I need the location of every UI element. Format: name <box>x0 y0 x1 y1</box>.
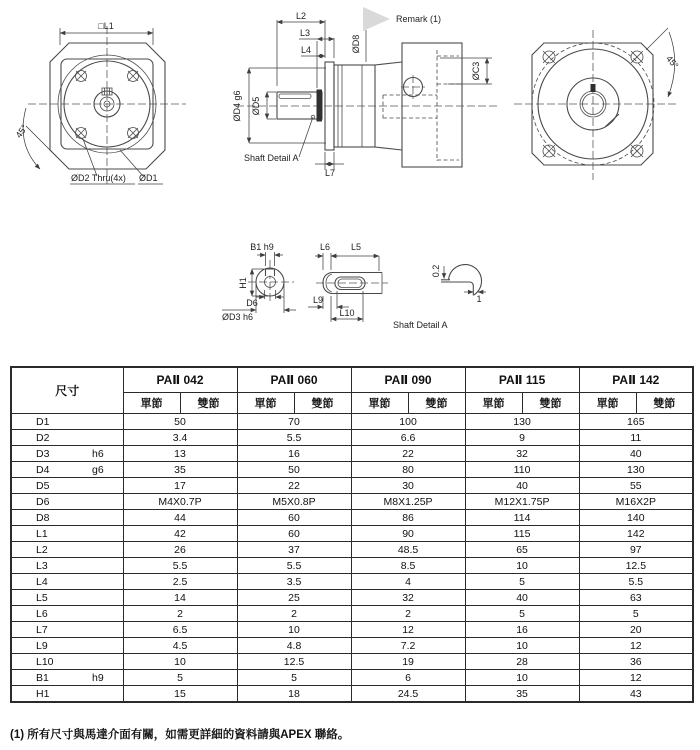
dim-value: 28 <box>465 654 579 670</box>
table-row: D4 g6 35 50 80 110 130 <box>11 462 693 478</box>
dim-value: 4 <box>351 574 465 590</box>
stage-header-double: 雙節 <box>522 393 579 414</box>
dim-value: 100 <box>351 414 465 430</box>
dim-value: 10 <box>465 638 579 654</box>
dim-label: L1 <box>36 527 48 540</box>
table-row <box>11 622 693 638</box>
dim-value: 114 <box>465 510 579 526</box>
dim-value: 19 <box>351 654 465 670</box>
dim-value: 16 <box>465 622 579 638</box>
dim-value: 5 <box>579 606 693 622</box>
shaft-detail-callout: Shaft Detail A <box>244 153 299 163</box>
dim-value: 10 <box>465 558 579 574</box>
table-row <box>11 414 693 430</box>
table-row <box>11 510 693 526</box>
dim-value: 44 <box>123 510 237 526</box>
dim-value: 10 <box>123 654 237 670</box>
stage-header-double: 雙節 <box>408 393 465 414</box>
dim-label: D1 <box>36 415 50 428</box>
dim-value: 3.5 <box>237 574 351 590</box>
table-row <box>11 638 693 654</box>
model-header: PAⅡ 090 <box>351 367 465 393</box>
dim-value: 32 <box>351 590 465 606</box>
dim-label: L7 <box>36 623 48 636</box>
dim-value: 32 <box>465 446 579 462</box>
table-row <box>11 654 693 670</box>
dim-label-d3: ØD3 h6 <box>222 312 254 322</box>
dim-value: M5X0.8P <box>237 494 351 510</box>
dim-value: 42 <box>123 526 237 542</box>
dim-label: L10 <box>36 655 54 668</box>
dim-value: 2 <box>237 606 351 622</box>
stage-header-double: 雙節 <box>180 393 237 414</box>
dim-value: 4.8 <box>237 638 351 654</box>
dim-label: H1 <box>36 687 50 700</box>
dim-label-h1: H1 <box>238 277 248 289</box>
dim-value: 70 <box>237 414 351 430</box>
dim-label: D6 <box>36 495 50 508</box>
dim-label: L9 <box>36 639 48 652</box>
dim-value: 25 <box>237 590 351 606</box>
dim-label-angle-rear: 45° <box>664 53 681 71</box>
dim-value: 40 <box>465 478 579 494</box>
dim-value: 10 <box>237 622 351 638</box>
dim-value: 12.5 <box>237 654 351 670</box>
dim-value: 140 <box>579 510 693 526</box>
dim-label-d5: ØD5 <box>251 96 261 116</box>
dim-label-02: 0.2 <box>431 264 441 278</box>
dim-label-l7: L7 <box>324 168 336 178</box>
dim-value: 43 <box>579 686 693 703</box>
dim-value: 63 <box>579 590 693 606</box>
dim-value: 16 <box>237 446 351 462</box>
dim-label-d1: ØD1 <box>139 173 158 183</box>
dim-label: D5 <box>36 479 50 492</box>
table-row <box>11 558 693 574</box>
model-header: PAⅡ 060 <box>237 367 351 393</box>
footnote: (1) 所有尺寸與馬達介面有關，如需更詳細的資料請與APEX 聯絡。 <box>10 729 350 741</box>
table-row <box>11 686 693 703</box>
rear-view <box>514 28 681 180</box>
dim-value: 12 <box>579 670 693 686</box>
dim-label-d2: ØD2 Thru(4x) <box>71 173 126 183</box>
dim-label: L3 <box>36 559 48 572</box>
dim-value: 35 <box>465 686 579 703</box>
stage-header-single: 單節 <box>123 393 180 414</box>
dim-value: 90 <box>351 526 465 542</box>
dim-value: 60 <box>237 526 351 542</box>
stage-header-single: 單節 <box>237 393 294 414</box>
technical-drawing <box>0 0 700 360</box>
remark-label: Remark (1) <box>396 14 442 24</box>
dim-value: 97 <box>579 542 693 558</box>
dim-value: 50 <box>237 462 351 478</box>
table-row <box>11 494 693 510</box>
dim-value: 30 <box>351 478 465 494</box>
dim-value: 22 <box>237 478 351 494</box>
dim-label: B1 <box>36 671 49 684</box>
model-header: PAⅡ 142 <box>579 367 693 393</box>
dim-value: 37 <box>237 542 351 558</box>
dim-value: 5.5 <box>237 558 351 574</box>
dim-value: 60 <box>237 510 351 526</box>
dim-value: 17 <box>123 478 237 494</box>
dim-value: 22 <box>351 446 465 462</box>
dim-value: 5.5 <box>579 574 693 590</box>
dim-label-d6: D6 <box>246 298 258 308</box>
dim-value: 5 <box>465 606 579 622</box>
dim-value: 26 <box>123 542 237 558</box>
dim-value: 48.5 <box>351 542 465 558</box>
dim-label: D2 <box>36 431 50 444</box>
dim-value: 10 <box>465 670 579 686</box>
dim-value: 4.5 <box>123 638 237 654</box>
dim-value: 2.5 <box>123 574 237 590</box>
dim-label: L6 <box>36 607 48 620</box>
stage-header-single: 單節 <box>351 393 408 414</box>
dim-value: 86 <box>351 510 465 526</box>
dim-value: 12 <box>579 638 693 654</box>
shaft-detail-caption: Shaft Detail A <box>393 320 448 330</box>
dim-value: 55 <box>579 478 693 494</box>
dim-value: 40 <box>465 590 579 606</box>
dim-value: 9 <box>465 430 579 446</box>
table-row: D3 h6 13 16 22 32 40 <box>11 446 693 462</box>
dim-value: 80 <box>351 462 465 478</box>
table-row <box>11 430 693 446</box>
dim-label-l6: L6 <box>319 242 331 252</box>
shaft-side-view <box>308 242 388 322</box>
stage-header-single: 單節 <box>465 393 522 414</box>
stage-header-single: 單節 <box>579 393 636 414</box>
dim-value: M4X0.7P <box>123 494 237 510</box>
dim-value: 2 <box>351 606 465 622</box>
dim-label-l2: L2 <box>295 11 307 21</box>
dimension-table <box>10 366 694 703</box>
dim-label-c3: ØC3 <box>471 61 481 81</box>
dim-label: L4 <box>36 575 48 588</box>
dim-value: M8X1.25P <box>351 494 465 510</box>
remark-flag-icon <box>363 7 390 31</box>
dim-label-l3: L3 <box>299 28 311 38</box>
front-view <box>14 21 186 184</box>
stage-header-double: 雙節 <box>636 393 693 414</box>
dim-value: 130 <box>579 462 693 478</box>
dim-value: 24.5 <box>351 686 465 703</box>
dim-label: L2 <box>36 543 48 556</box>
dim-label-l4: L4 <box>300 45 312 55</box>
dim-value: 5 <box>123 670 237 686</box>
shaft-detail-a <box>393 265 486 330</box>
dim-label-l10: L10 <box>339 308 355 318</box>
dim-value: 110 <box>465 462 579 478</box>
dim-label: L5 <box>36 591 48 604</box>
table-row <box>11 478 693 494</box>
table-row <box>11 542 693 558</box>
dim-value: 12.5 <box>579 558 693 574</box>
dim-value: 35 <box>123 462 237 478</box>
dim-value: 40 <box>579 446 693 462</box>
shaft-end-view <box>222 242 296 322</box>
dim-label: D8 <box>36 511 50 524</box>
dim-value: 5 <box>465 574 579 590</box>
stage-header-double: 雙節 <box>294 393 351 414</box>
size-header: 尺寸 <box>11 367 123 414</box>
dim-label-l1: □L1 <box>98 21 114 31</box>
dim-label-1: 1 <box>476 294 482 304</box>
dim-value: 7.2 <box>351 638 465 654</box>
dim-value: 8.5 <box>351 558 465 574</box>
dim-value: 115 <box>465 526 579 542</box>
dim-value: 6 <box>351 670 465 686</box>
dim-value: 14 <box>123 590 237 606</box>
side-view <box>232 7 500 178</box>
dim-label-angle-front: 45° <box>13 122 30 140</box>
table-row <box>11 574 693 590</box>
dim-label-l9: L9 <box>312 295 324 305</box>
dim-value: 2 <box>123 606 237 622</box>
dim-label: D4 <box>36 463 50 476</box>
dim-value: 11 <box>579 430 693 446</box>
dim-value: M16X2P <box>579 494 693 510</box>
dim-label-l5: L5 <box>350 242 362 252</box>
dim-value: 36 <box>579 654 693 670</box>
dim-value: 50 <box>123 414 237 430</box>
dim-value: 13 <box>123 446 237 462</box>
model-header: PAⅡ 042 <box>123 367 237 393</box>
table-row <box>11 606 693 622</box>
table-row <box>11 590 693 606</box>
dim-label-b1: B1 h9 <box>250 242 274 252</box>
dim-value: 18 <box>237 686 351 703</box>
dim-value: 165 <box>579 414 693 430</box>
dim-value: 15 <box>123 686 237 703</box>
dim-value: 65 <box>465 542 579 558</box>
dim-value: 5.5 <box>237 430 351 446</box>
table-header-models <box>11 367 693 393</box>
table-row: B1 h9 5 5 6 10 12 <box>11 670 693 686</box>
dim-value: 12 <box>351 622 465 638</box>
dim-label-d8: ØD8 <box>351 34 361 54</box>
dim-value: 142 <box>579 526 693 542</box>
dim-value: 5.5 <box>123 558 237 574</box>
dim-value: M12X1.75P <box>465 494 579 510</box>
dim-value: 6.5 <box>123 622 237 638</box>
dim-value: 3.4 <box>123 430 237 446</box>
table-row <box>11 526 693 542</box>
dim-value: 20 <box>579 622 693 638</box>
dim-label: D3 <box>36 447 50 460</box>
dim-value: 5 <box>237 670 351 686</box>
dim-value: 130 <box>465 414 579 430</box>
model-header: PAⅡ 115 <box>465 367 579 393</box>
dim-value: 6.6 <box>351 430 465 446</box>
dim-label-d4: ØD4 g6 <box>232 90 242 122</box>
